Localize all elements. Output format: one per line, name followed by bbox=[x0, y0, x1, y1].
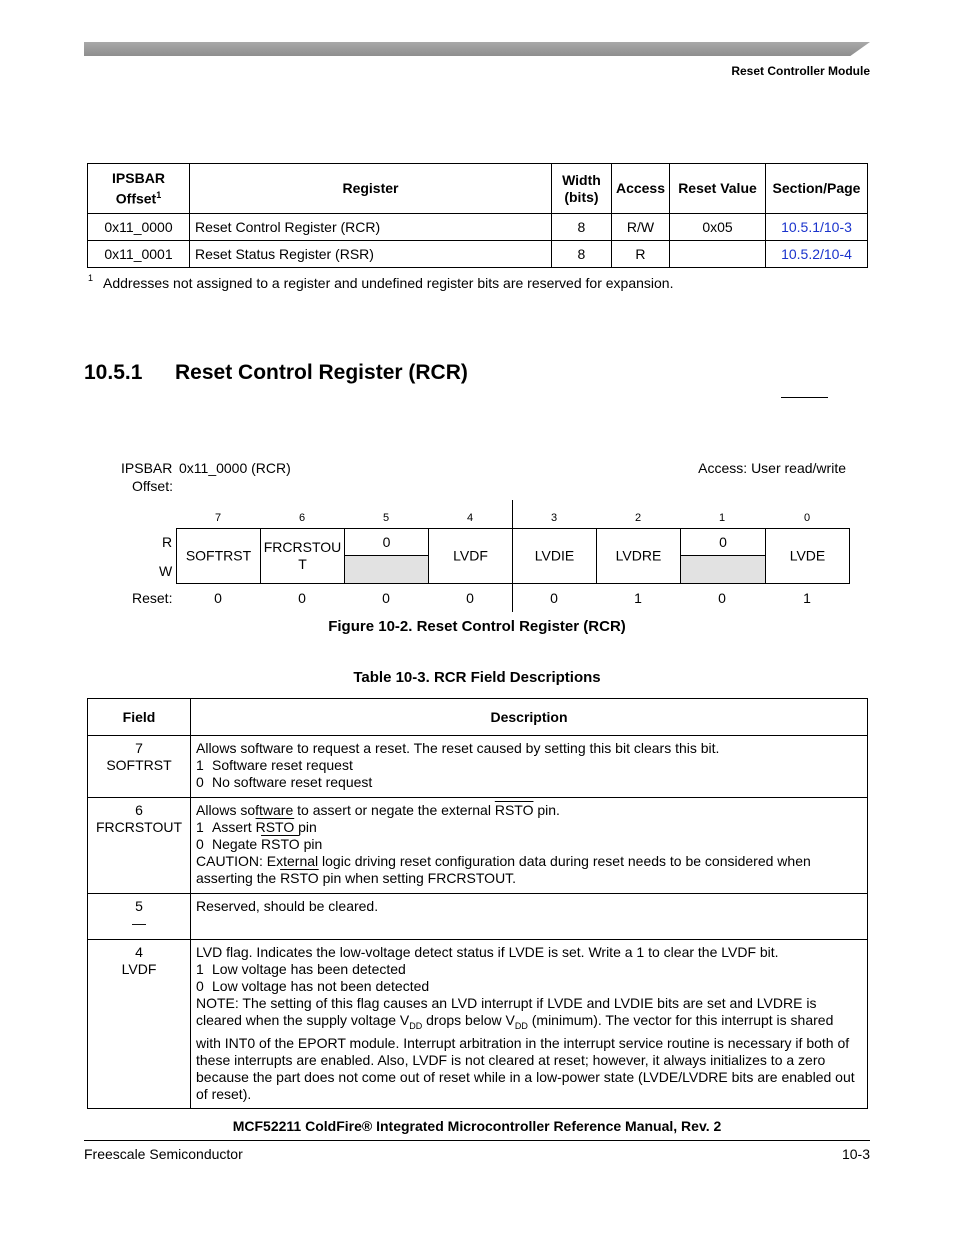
table-header-row bbox=[88, 699, 868, 736]
bit-number: 6 bbox=[298, 512, 306, 524]
table-caption: Table 10-3. RCR Field Descriptions bbox=[353, 669, 601, 686]
section-cell bbox=[766, 241, 868, 268]
header-register: Register bbox=[190, 164, 552, 214]
bitfield-lvdre: LVDRE bbox=[597, 529, 681, 583]
section-cell bbox=[766, 214, 868, 241]
table-row bbox=[88, 214, 868, 241]
bitfield-lvde: LVDE bbox=[789, 547, 826, 564]
table-header-row bbox=[88, 164, 868, 214]
header-access: Access bbox=[611, 164, 669, 214]
reset-value: 0 bbox=[382, 590, 390, 606]
field-cell: 7 SOFTRST bbox=[88, 736, 191, 798]
section-title: Reset Control Register (RCR) bbox=[175, 361, 468, 384]
reset-label: Reset: bbox=[132, 590, 173, 606]
header-reset-value: Reset Value bbox=[670, 164, 766, 214]
reset-value: 0 bbox=[466, 590, 474, 606]
reset-value: 1 bbox=[634, 590, 642, 606]
bitfield-softrst: SOFTRST bbox=[177, 529, 261, 583]
bit-number: 2 bbox=[634, 512, 642, 524]
bitfield-frcrstout: FRCRSTOU T bbox=[261, 529, 345, 583]
description-cell: Allows software to request a reset. The reset caused by setting this bit clears this bit. 1 Software reset request 0 No software reset request bbox=[191, 736, 868, 798]
offset-value: 0x11_0000 (RCR) bbox=[179, 460, 291, 476]
table-row bbox=[88, 736, 868, 798]
rsto-signal: RSTO bbox=[494, 802, 534, 818]
bit-number: 7 bbox=[214, 512, 222, 524]
header-width: Width (bits) bbox=[551, 164, 611, 214]
footer-rule bbox=[84, 1140, 870, 1141]
header-field: Field bbox=[88, 699, 191, 736]
reset-cell: 0x05 bbox=[670, 214, 766, 241]
manual-title: MCF52211 ColdFire® Integrated Microcontroller Reference Manual, Rev. 2 bbox=[232, 1118, 722, 1134]
description-cell: Allows software to assert or negate the external RSTO pin. 1 Assert RSTO pin 0 Negate RSTO pin CAUTION: External logic driving reset configuration data during reset needs to be considered when asserting the RSTO pin when setting FRCRSTOUT. bbox=[191, 798, 868, 894]
offset-label-line2: Offset: bbox=[132, 478, 173, 494]
field-cell: 6 FRCRSTOUT bbox=[88, 798, 191, 894]
bitfield-reserved-5: 0 bbox=[345, 529, 429, 583]
page-number: 10-3 bbox=[841, 1146, 870, 1162]
register-cell: Reset Control Register (RCR) bbox=[190, 214, 552, 241]
register-summary-table bbox=[87, 163, 868, 268]
bitfield-lvdie: LVDIE bbox=[513, 529, 597, 583]
width-cell: 8 bbox=[551, 214, 611, 241]
table-row bbox=[88, 894, 868, 940]
offset-cell: 0x11_0001 bbox=[88, 241, 190, 268]
access-cell: R/W bbox=[611, 214, 669, 241]
access-label: Access: User read/write bbox=[698, 460, 846, 476]
table-row bbox=[88, 241, 868, 268]
bit-number: 1 bbox=[718, 512, 726, 524]
header-section-page: Section/Page bbox=[766, 164, 868, 214]
publisher: Freescale Semiconductor bbox=[84, 1146, 243, 1162]
reset-value: 0 bbox=[718, 590, 726, 606]
header-bar bbox=[84, 42, 870, 56]
register-cell: Reset Status Register (RSR) bbox=[190, 241, 552, 268]
reset-value: 1 bbox=[803, 590, 811, 606]
register-bitfield bbox=[176, 528, 850, 584]
row-label-r: R bbox=[162, 534, 173, 550]
reset-value: 0 bbox=[550, 590, 558, 606]
decorative-rule bbox=[781, 397, 828, 398]
description-cell: LVD flag. Indicates the low-voltage detect status if LVDE is set. Write a 1 to clear the LVDF bit. 1 Low voltage has been detected 0 Low voltage has not been detected NOTE: The setting of this flag causes an LVD interrupt if LVDE and LVDIE bits are set and LVDRE is cleared when the supply voltage $V_{DD}$ drops below $V_{DD}$ (minimum). The vector for this interrupt is shared with INT0 of the EPORT module. Interrupt arbitration in the interrupt service routine is necessary if both of these interrupts are enabled. Also, LVDF is not cleared at reset; however, it always initializes to a zero because the part does not come out of reset while in a low-power state (LVDE/LVDRE bits are enabled out of reset). bbox=[191, 940, 868, 1109]
section-number: 10.5.1 bbox=[84, 361, 143, 384]
section-link[interactable]: 10.5.2/10-4 bbox=[781, 246, 852, 262]
reset-cell bbox=[670, 241, 766, 268]
offset-label-line1: IPSBAR bbox=[121, 460, 173, 476]
header-description: Description bbox=[191, 699, 868, 736]
footnote: $^1$ Addresses not assigned to a register and undefined register bits are reserved for expansion. bbox=[88, 273, 674, 291]
access-cell: R bbox=[611, 241, 669, 268]
row-label-w: W bbox=[159, 563, 173, 579]
bitfield-reserved-1: 0 bbox=[681, 529, 766, 583]
field-cell: 5 — bbox=[88, 894, 191, 940]
bit-number: 0 bbox=[803, 512, 811, 524]
figure-caption: Figure 10-2. Reset Control Register (RCR) bbox=[328, 618, 626, 635]
offset-cell: 0x11_0000 bbox=[88, 214, 190, 241]
field-cell: 4 LVDF bbox=[88, 940, 191, 1109]
table-row bbox=[88, 798, 868, 894]
description-cell: Reserved, should be cleared. bbox=[191, 894, 868, 940]
chapter-title: Reset Controller Module bbox=[731, 64, 870, 78]
reset-value: 0 bbox=[298, 590, 306, 606]
table-row bbox=[88, 940, 868, 1109]
bit-number: 5 bbox=[382, 512, 390, 524]
header-offset: IPSBAR Offset$^1$ bbox=[88, 164, 190, 214]
bitfield-lvdf: LVDF bbox=[429, 529, 513, 583]
bit-number: 3 bbox=[550, 512, 558, 524]
reset-value: 0 bbox=[214, 590, 222, 606]
field-description-table bbox=[87, 698, 868, 1109]
width-cell: 8 bbox=[551, 241, 611, 268]
section-link[interactable]: 10.5.1/10-3 bbox=[781, 219, 852, 235]
bit-number: 4 bbox=[466, 512, 474, 524]
